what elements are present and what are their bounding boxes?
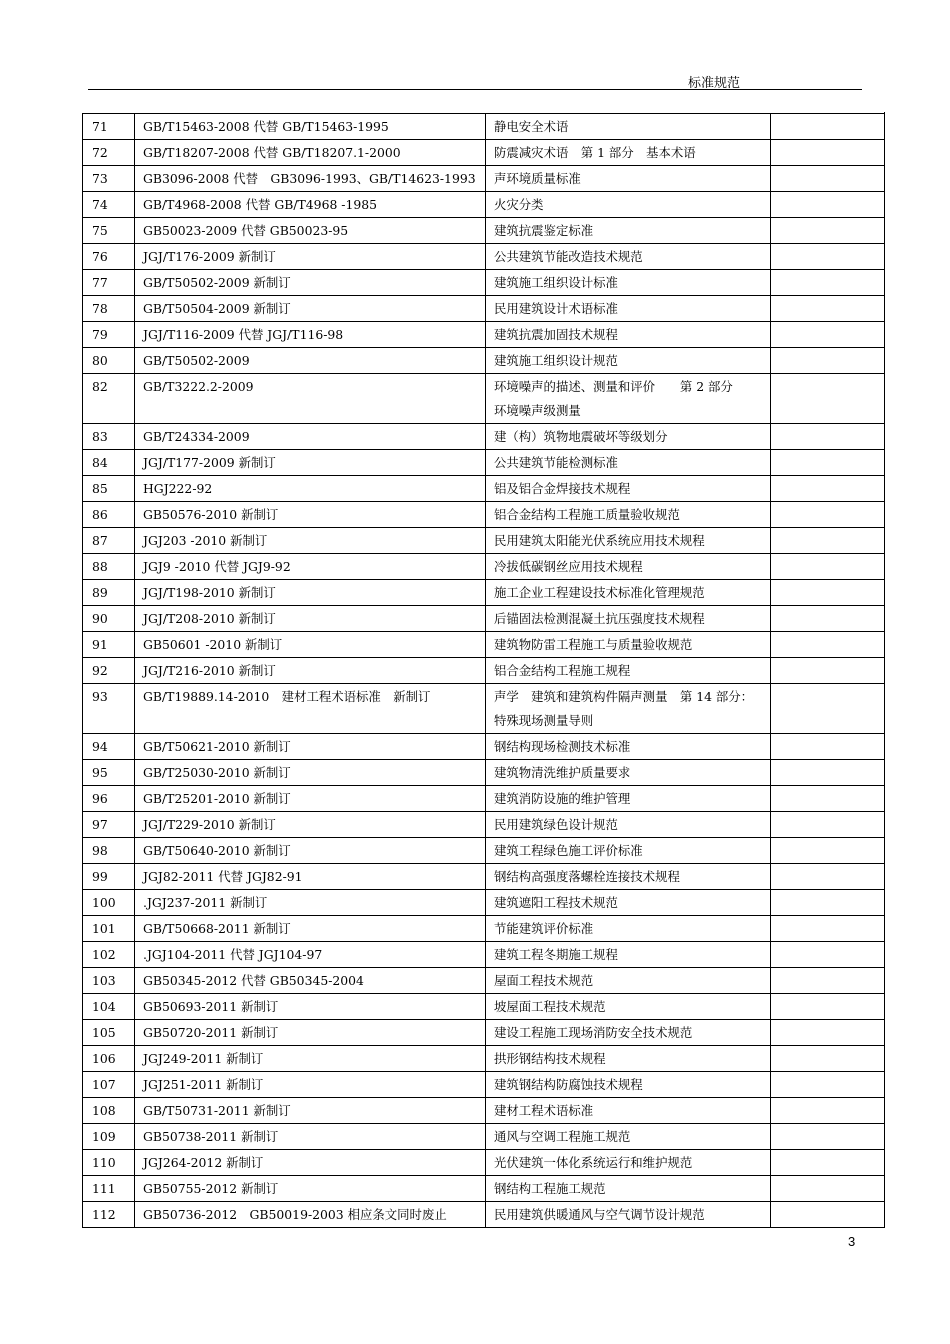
table-row — [83, 374, 885, 424]
table-row — [83, 684, 885, 734]
standard-code: GB50023-2009 代替 GB50023-95 — [135, 218, 486, 244]
table-row — [83, 942, 885, 968]
table-row — [83, 348, 885, 374]
standard-title: 建筑遮阳工程技术规范 — [486, 890, 771, 916]
standard-title: 公共建筑节能改造技术规范 — [486, 244, 771, 270]
standards-table-body — [83, 114, 885, 1228]
row-note — [771, 994, 885, 1020]
row-note — [771, 374, 885, 424]
table-row — [83, 192, 885, 218]
standard-code: GB/T24334-2009 — [135, 424, 486, 450]
table-row — [83, 528, 885, 554]
standard-code: GB/T50731-2011 新制订 — [135, 1098, 486, 1124]
row-note — [771, 1176, 885, 1202]
table-row — [83, 812, 885, 838]
standard-title: 拱形钢结构技术规程 — [486, 1046, 771, 1072]
standard-code: GB50736-2012 GB50019-2003 相应条文同时废止 — [135, 1202, 486, 1228]
row-number: 106 — [83, 1046, 135, 1072]
standard-title: 静电安全术语 — [486, 114, 771, 140]
row-note — [771, 864, 885, 890]
standard-title: 钢结构高强度落螺栓连接技术规程 — [486, 864, 771, 890]
row-note — [771, 786, 885, 812]
table-row — [83, 1046, 885, 1072]
standard-code: JGJ/T176-2009 新制订 — [135, 244, 486, 270]
table-row — [83, 890, 885, 916]
table-row — [83, 114, 885, 140]
standard-code: GB/T18207-2008 代替 GB/T18207.1-2000 — [135, 140, 486, 166]
row-number: 88 — [83, 554, 135, 580]
table-row — [83, 166, 885, 192]
standard-code: GB50720-2011 新制订 — [135, 1020, 486, 1046]
row-number: 89 — [83, 580, 135, 606]
row-note — [771, 270, 885, 296]
standard-title: 民用建筑绿色设计规范 — [486, 812, 771, 838]
row-note — [771, 502, 885, 528]
standards-table — [82, 113, 885, 1228]
standard-title: 建筑工程冬期施工规程 — [486, 942, 771, 968]
standard-title: 环境噪声的描述、测量和评价 第 2 部分 环境噪声级测量 — [486, 374, 771, 424]
standard-code: GB3096-2008 代替 GB3096-1993、GB/T14623-1993 — [135, 166, 486, 192]
row-number: 109 — [83, 1124, 135, 1150]
row-note — [771, 166, 885, 192]
row-note — [771, 890, 885, 916]
standard-title: 冷拔低碳钢丝应用技术规程 — [486, 554, 771, 580]
table-row — [83, 244, 885, 270]
row-number: 94 — [83, 734, 135, 760]
row-note — [771, 296, 885, 322]
row-note — [771, 968, 885, 994]
standard-title: 声环境质量标准 — [486, 166, 771, 192]
row-number: 103 — [83, 968, 135, 994]
standard-code: JGJ/T229-2010 新制订 — [135, 812, 486, 838]
row-number: 108 — [83, 1098, 135, 1124]
standard-code: GB/T25201-2010 新制订 — [135, 786, 486, 812]
table-row — [83, 734, 885, 760]
standard-code: GB/T50640-2010 新制订 — [135, 838, 486, 864]
row-note — [771, 812, 885, 838]
standard-title: 光伏建筑一体化系统运行和维护规范 — [486, 1150, 771, 1176]
table-row — [83, 1124, 885, 1150]
row-note — [771, 580, 885, 606]
standard-code: JGJ249-2011 新制订 — [135, 1046, 486, 1072]
table-row — [83, 270, 885, 296]
table-row — [83, 424, 885, 450]
row-number: 80 — [83, 348, 135, 374]
standard-title: 坡屋面工程技术规范 — [486, 994, 771, 1020]
row-number: 110 — [83, 1150, 135, 1176]
table-row — [83, 1150, 885, 1176]
row-note — [771, 114, 885, 140]
table-row — [83, 1202, 885, 1228]
row-number: 95 — [83, 760, 135, 786]
standard-title: 民用建筑太阳能光伏系统应用技术规程 — [486, 528, 771, 554]
table-row — [83, 296, 885, 322]
row-note — [771, 140, 885, 166]
row-note — [771, 424, 885, 450]
table-row — [83, 994, 885, 1020]
row-number: 96 — [83, 786, 135, 812]
table-row — [83, 1072, 885, 1098]
table-row — [83, 554, 885, 580]
standard-code: JGJ251-2011 新制订 — [135, 1072, 486, 1098]
standard-code: GB/T50504-2009 新制订 — [135, 296, 486, 322]
standard-code: JGJ/T198-2010 新制订 — [135, 580, 486, 606]
row-number: 99 — [83, 864, 135, 890]
row-number: 98 — [83, 838, 135, 864]
standard-title: 建筑抗震加固技术规程 — [486, 322, 771, 348]
standard-title: 建（构）筑物地震破坏等级划分 — [486, 424, 771, 450]
standard-code: JGJ/T216-2010 新制订 — [135, 658, 486, 684]
standard-title: 铝及铝合金焊接技术规程 — [486, 476, 771, 502]
standard-code: JGJ/T208-2010 新制订 — [135, 606, 486, 632]
table-row — [83, 916, 885, 942]
row-number: 79 — [83, 322, 135, 348]
standard-code: JGJ/T116-2009 代替 JGJ/T116-98 — [135, 322, 486, 348]
page-number: 3 — [848, 1234, 856, 1249]
standard-code: .JGJ237-2011 新制订 — [135, 890, 486, 916]
row-number: 92 — [83, 658, 135, 684]
table-row — [83, 606, 885, 632]
standard-title: 公共建筑节能检测标准 — [486, 450, 771, 476]
row-note — [771, 1098, 885, 1124]
standard-code: GB50345-2012 代替 GB50345-2004 — [135, 968, 486, 994]
table-row — [83, 502, 885, 528]
row-number: 75 — [83, 218, 135, 244]
row-note — [771, 476, 885, 502]
row-note — [771, 838, 885, 864]
standard-title: 钢结构工程施工规范 — [486, 1176, 771, 1202]
row-note — [771, 192, 885, 218]
standard-code: GB50601 -2010 新制订 — [135, 632, 486, 658]
table-row — [83, 1020, 885, 1046]
row-number: 71 — [83, 114, 135, 140]
table-row — [83, 140, 885, 166]
row-number: 77 — [83, 270, 135, 296]
table-row — [83, 658, 885, 684]
row-note — [771, 1046, 885, 1072]
table-row — [83, 1098, 885, 1124]
standard-title: 节能建筑评价标准 — [486, 916, 771, 942]
row-note — [771, 1020, 885, 1046]
standard-code: HGJ222-92 — [135, 476, 486, 502]
standard-code: JGJ264-2012 新制订 — [135, 1150, 486, 1176]
row-number: 76 — [83, 244, 135, 270]
standard-title: 施工企业工程建设技术标准化管理规范 — [486, 580, 771, 606]
standard-code: GB50693-2011 新制订 — [135, 994, 486, 1020]
table-row — [83, 864, 885, 890]
standard-title: 建筑物防雷工程施工与质量验收规范 — [486, 632, 771, 658]
standard-code: GB/T25030-2010 新制订 — [135, 760, 486, 786]
table-row — [83, 786, 885, 812]
table-row — [83, 322, 885, 348]
header-rule — [88, 89, 862, 90]
standard-code: JGJ9 -2010 代替 JGJ9-92 — [135, 554, 486, 580]
standard-title: 铝合金结构工程施工规程 — [486, 658, 771, 684]
standard-title: 建筑物清洗维护质量要求 — [486, 760, 771, 786]
row-number: 83 — [83, 424, 135, 450]
row-note — [771, 734, 885, 760]
row-note — [771, 218, 885, 244]
row-note — [771, 1124, 885, 1150]
row-note — [771, 348, 885, 374]
row-number: 78 — [83, 296, 135, 322]
row-note — [771, 760, 885, 786]
row-number: 93 — [83, 684, 135, 734]
standard-title: 民用建筑设计术语标准 — [486, 296, 771, 322]
standard-code: GB/T50668-2011 新制订 — [135, 916, 486, 942]
standard-code: GB/T19889.14-2010 建材工程术语标准 新制订 — [135, 684, 486, 734]
row-number: 105 — [83, 1020, 135, 1046]
standard-code: GB/T4968-2008 代替 GB/T4968 -1985 — [135, 192, 486, 218]
standard-title: 民用建筑供暖通风与空气调节设计规范 — [486, 1202, 771, 1228]
row-note — [771, 528, 885, 554]
table-outer-edge — [884, 112, 885, 1219]
row-note — [771, 1150, 885, 1176]
row-number: 87 — [83, 528, 135, 554]
header-title: 标准规范 — [688, 76, 741, 91]
row-note — [771, 1072, 885, 1098]
table-row — [83, 450, 885, 476]
row-number: 74 — [83, 192, 135, 218]
standard-title: 建材工程术语标准 — [486, 1098, 771, 1124]
table-row — [83, 968, 885, 994]
standard-code: GB50738-2011 新制订 — [135, 1124, 486, 1150]
row-note — [771, 244, 885, 270]
table-row — [83, 760, 885, 786]
row-note — [771, 450, 885, 476]
row-number: 72 — [83, 140, 135, 166]
standard-code: JGJ203 -2010 新制订 — [135, 528, 486, 554]
table-row — [83, 476, 885, 502]
standard-code: GB50755-2012 新制订 — [135, 1176, 486, 1202]
row-note — [771, 606, 885, 632]
row-note — [771, 916, 885, 942]
row-number: 82 — [83, 374, 135, 424]
row-number: 102 — [83, 942, 135, 968]
row-number: 91 — [83, 632, 135, 658]
standard-title: 声学 建筑和建筑构件隔声测量 第 14 部分：特殊现场测量导则 — [486, 684, 771, 734]
table-row — [83, 632, 885, 658]
standard-title: 建筑施工组织设计规范 — [486, 348, 771, 374]
row-number: 73 — [83, 166, 135, 192]
row-note — [771, 658, 885, 684]
row-number: 85 — [83, 476, 135, 502]
standard-title: 钢结构现场检测技术标准 — [486, 734, 771, 760]
table-row — [83, 218, 885, 244]
row-number: 84 — [83, 450, 135, 476]
standard-title: 建筑钢结构防腐蚀技术规程 — [486, 1072, 771, 1098]
row-number: 100 — [83, 890, 135, 916]
row-note — [771, 322, 885, 348]
row-note — [771, 632, 885, 658]
standard-title: 防震减灾术语 第 1 部分 基本术语 — [486, 140, 771, 166]
standard-title: 火灾分类 — [486, 192, 771, 218]
row-number: 90 — [83, 606, 135, 632]
row-number: 112 — [83, 1202, 135, 1228]
standard-code: JGJ82-2011 代替 JGJ82-91 — [135, 864, 486, 890]
standard-code: GB/T50621-2010 新制订 — [135, 734, 486, 760]
standard-title: 建设工程施工现场消防安全技术规范 — [486, 1020, 771, 1046]
standard-code: .JGJ104-2011 代替 JGJ104-97 — [135, 942, 486, 968]
standard-title: 后锚固法检测混凝土抗压强度技术规程 — [486, 606, 771, 632]
standard-title: 建筑消防设施的维护管理 — [486, 786, 771, 812]
row-number: 86 — [83, 502, 135, 528]
row-number: 104 — [83, 994, 135, 1020]
standard-title: 建筑抗震鉴定标准 — [486, 218, 771, 244]
standard-title: 建筑施工组织设计标准 — [486, 270, 771, 296]
standard-title: 屋面工程技术规范 — [486, 968, 771, 994]
standard-code: GB/T15463-2008 代替 GB/T15463-1995 — [135, 114, 486, 140]
standard-code: GB/T50502-2009 — [135, 348, 486, 374]
row-note — [771, 1202, 885, 1228]
row-number: 97 — [83, 812, 135, 838]
standard-code: GB50576-2010 新制订 — [135, 502, 486, 528]
table-row — [83, 580, 885, 606]
table-row — [83, 838, 885, 864]
standard-code: GB/T50502-2009 新制订 — [135, 270, 486, 296]
row-number: 111 — [83, 1176, 135, 1202]
row-number: 101 — [83, 916, 135, 942]
standard-code: GB/T3222.2-2009 — [135, 374, 486, 424]
row-number: 107 — [83, 1072, 135, 1098]
standard-title: 建筑工程绿色施工评价标准 — [486, 838, 771, 864]
standard-title: 通风与空调工程施工规范 — [486, 1124, 771, 1150]
standard-code: JGJ/T177-2009 新制订 — [135, 450, 486, 476]
table-row — [83, 1176, 885, 1202]
standard-title: 铝合金结构工程施工质量验收规范 — [486, 502, 771, 528]
row-note — [771, 684, 885, 734]
row-note — [771, 554, 885, 580]
row-note — [771, 942, 885, 968]
